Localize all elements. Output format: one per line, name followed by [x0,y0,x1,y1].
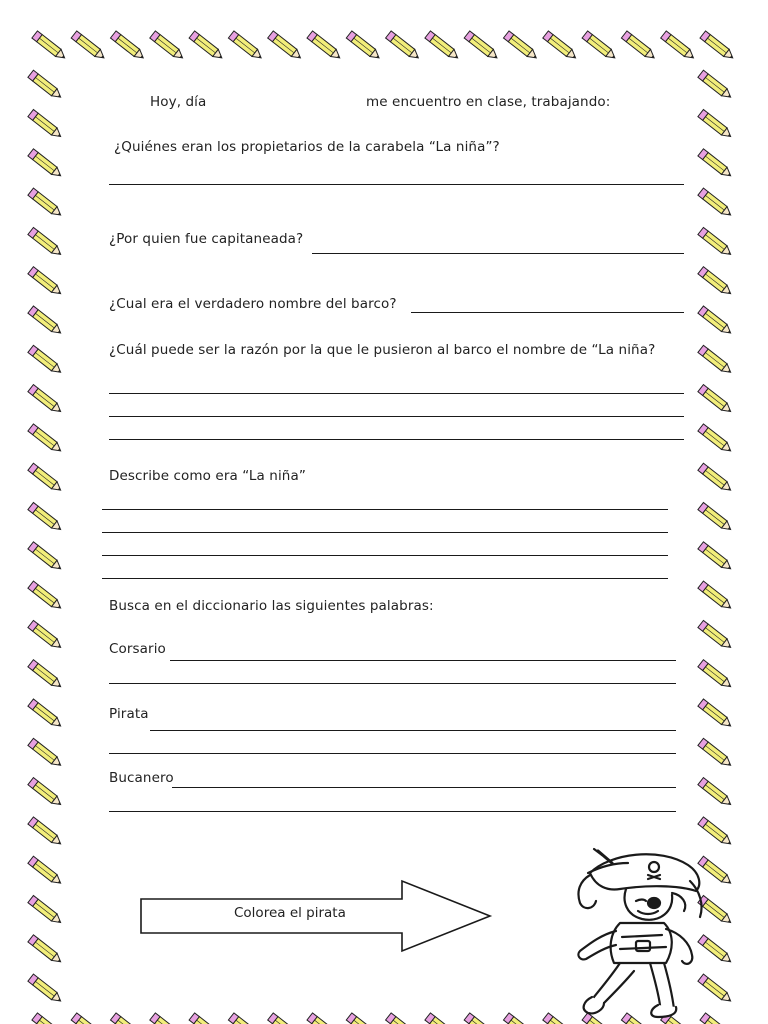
pencil-icon [28,581,63,611]
pencil-icon [28,817,63,847]
pencil-icon [28,738,63,768]
pencil-icon [28,267,63,297]
pencil-icon [28,620,63,650]
answer-line[interactable] [150,730,676,731]
question-name-reason: ¿Cuál puede ser la razón por la que le pusieron al barco el nombre de “La niña? [109,342,656,358]
pencil-icon [700,31,735,61]
pencil-icon [28,424,63,454]
pencil-icon [28,227,63,257]
date-suffix: me encuentro en clase, trabajando: [366,94,611,110]
pencil-icon [189,31,224,61]
pencil-icon [28,110,63,140]
pencil-icon [698,581,733,611]
pencil-icon [582,31,617,61]
pencil-icon [698,306,733,336]
word-pirata: Pirata [109,706,149,722]
question-captain: ¿Por quien fue capitaneada? [109,231,304,247]
pencil-icon [71,1013,106,1024]
pencil-icon [28,778,63,808]
answer-line[interactable] [411,312,684,313]
answer-line[interactable] [102,509,668,510]
pencil-icon [150,1013,185,1024]
pencil-icon [32,31,67,61]
pencil-icon [307,1013,342,1024]
answer-line[interactable] [172,787,676,788]
pencil-icon [543,31,578,61]
pencil-icon [698,149,733,179]
pencil-icon [346,1013,381,1024]
pencil-icon [228,31,263,61]
pencil-icon [698,620,733,650]
pencil-icon [698,424,733,454]
pencil-icon [698,267,733,297]
answer-line[interactable] [102,578,668,579]
answer-line[interactable] [109,753,676,754]
pencil-icon [307,31,342,61]
pencil-icon [698,385,733,415]
dictionary-instruction: Busca en el diccionario las siguientes palabras: [109,598,434,614]
pencil-icon [698,542,733,572]
pencil-icon [150,31,185,61]
word-bucanero: Bucanero [109,770,174,786]
pencil-icon [110,1013,145,1024]
pencil-icon [28,503,63,533]
pencil-icon [28,660,63,690]
pencil-icon [346,31,381,61]
date-prefix: Hoy, día [150,94,207,110]
pencil-icon [28,188,63,218]
pencil-icon [189,1013,224,1024]
pencil-icon [698,70,733,100]
pencil-icon [464,1013,499,1024]
question-owners: ¿Quiénes eran los propietarios de la carabela “La niña”? [114,139,500,155]
pencil-icon [28,935,63,965]
arrow-label: Colorea el pirata [234,905,346,921]
pencil-icon [71,31,106,61]
pencil-icon [464,31,499,61]
pencil-icon [698,227,733,257]
pirate-illustration [550,845,720,1020]
pencil-icon [698,188,733,218]
question-ship-name: ¿Cual era el verdadero nombre del barco? [109,296,397,312]
answer-line[interactable] [109,439,684,440]
pencil-icon [268,31,303,61]
pencil-icon [503,31,538,61]
pencil-icon [698,660,733,690]
pencil-icon [698,345,733,375]
pencil-icon [621,31,656,61]
answer-line[interactable] [109,416,684,417]
pencil-icon [28,699,63,729]
pencil-icon [698,503,733,533]
pencil-icon [503,1013,538,1024]
answer-line[interactable] [102,532,668,533]
pencil-icon [28,542,63,572]
answer-line[interactable] [102,555,668,556]
pencil-icon [661,31,696,61]
question-describe: Describe como era “La niña” [109,468,306,484]
pencil-icon [28,306,63,336]
answer-line[interactable] [109,683,676,684]
pencil-icon [425,1013,460,1024]
answer-line[interactable] [312,253,684,254]
pencil-icon [268,1013,303,1024]
pencil-icon [28,70,63,100]
answer-line[interactable] [109,184,684,185]
pencil-icon [32,1013,67,1024]
pencil-icon [28,463,63,493]
pencil-icon [698,110,733,140]
pencil-icon [386,1013,421,1024]
pencil-icon [28,149,63,179]
pencil-icon [28,974,63,1004]
pencil-icon [28,856,63,886]
pencil-icon [28,345,63,375]
pencil-icon [28,896,63,926]
pencil-icon [110,31,145,61]
pencil-icon [698,699,733,729]
answer-line[interactable] [109,393,684,394]
pencil-icon [698,778,733,808]
answer-line[interactable] [109,811,676,812]
pencil-icon [698,463,733,493]
pencil-icon [386,31,421,61]
pencil-icon [425,31,460,61]
pencil-icon [228,1013,263,1024]
pencil-icon [698,738,733,768]
answer-line[interactable] [170,660,676,661]
pencil-icon [28,385,63,415]
pencil-icon [698,817,733,847]
word-corsario: Corsario [109,641,166,657]
